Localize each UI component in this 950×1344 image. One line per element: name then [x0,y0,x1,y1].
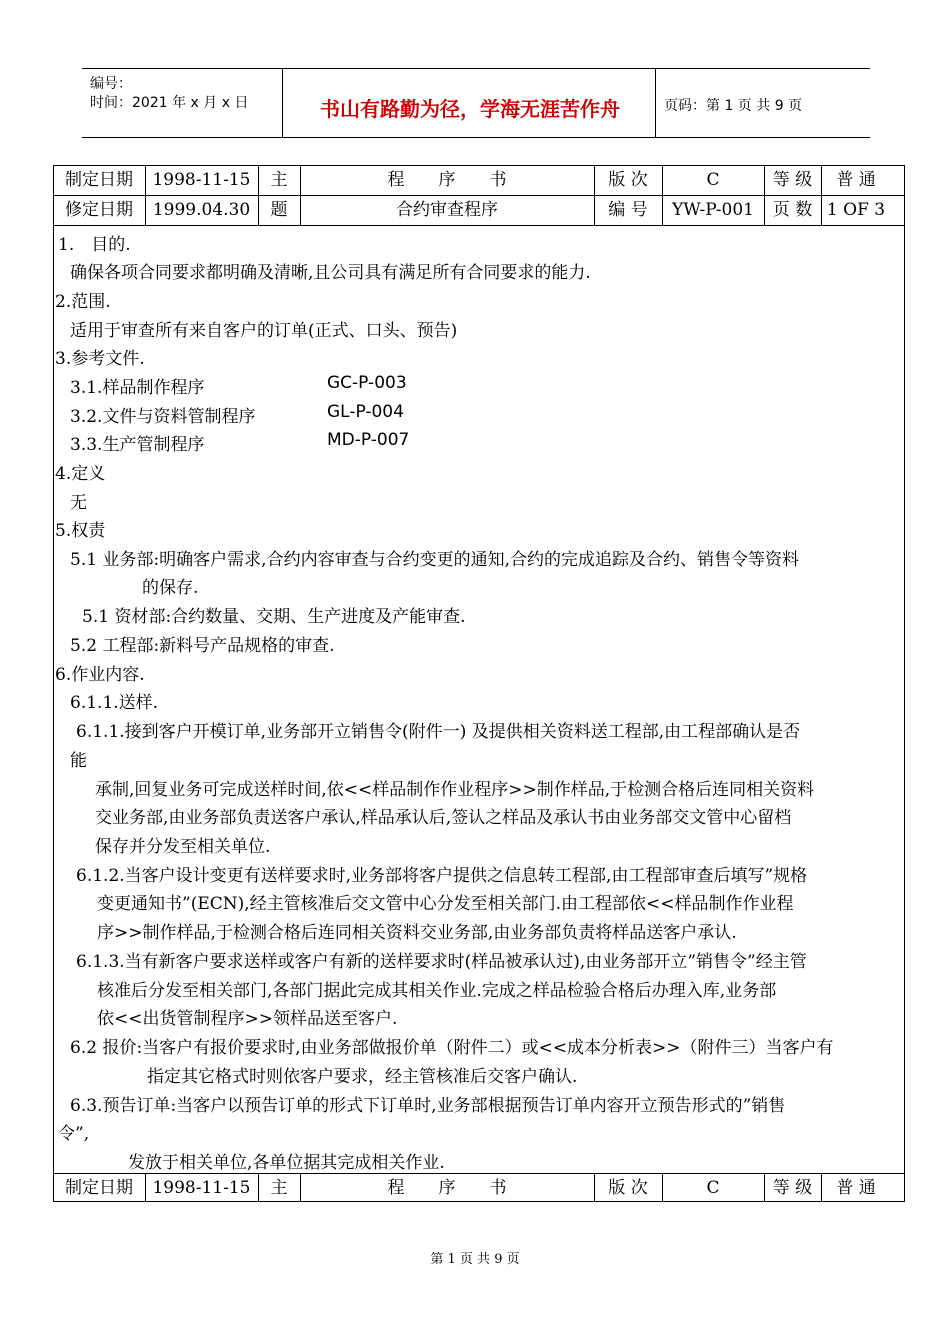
paragraph-line: 5.1 业务部:明确客户需求,合约内容审查与合约变更的通知,合约的完成追踪及合约、销售令等资料 [70,550,799,570]
table-divider [594,1173,595,1202]
paragraph-line: 5.1 资材部:合约数量、交期、生产进度及产能审查. [82,607,466,627]
cell-label: 版 次 [608,1178,648,1198]
paragraph-line: 无 [70,493,87,513]
reference-name: 3.2.文件与资料管制程序 [70,407,256,427]
table-divider [821,1173,822,1202]
table-divider [145,1173,146,1202]
cell-label: 版 次 [608,170,648,190]
reference-code: GC-P-003 [327,373,407,393]
section-heading: 2.范围. [55,292,111,312]
paragraph-line: 6.1.3.当有新客户要求送样或客户有新的送样要求时(样品被承认过),由业务部开立”销售令”经主管 [76,952,807,972]
table-divider [300,1173,301,1202]
cell-label: 主 [270,1178,288,1198]
table-divider [145,165,146,225]
paragraph-line: 适用于审查所有来自客户的订单(正式、口头、预告) [70,321,458,341]
section-heading: 6.作业内容. [55,665,145,685]
cell-label: 制定日期 [65,1178,133,1198]
cell-label: 修定日期 [65,200,133,220]
cell-value: C [706,1178,720,1198]
cell-label: 题 [270,200,288,220]
table-row [53,196,905,225]
paragraph-line: 核准后分发至相关部门,各部门据此完成其相关作业.完成之样品检验合格后办理入库,业务部 [97,981,777,1001]
reference-code: MD-P-007 [327,430,410,450]
paragraph-line: 承制,回复业务可完成送样时间,依<<样品制作作业程序>>制作样品,于检测合格后连同相关资料 [95,780,815,800]
document-number-label: 编号： [90,76,132,92]
cell-label: 等 级 [772,1178,813,1198]
paragraph-line: 变更通知书”(ECN),经主管核准后交文管中心分发至相关部门.由工程部依<<样品制作作业程 [97,894,794,914]
reference-name: 3.3.生产管制程序 [70,435,205,455]
paragraph-line: 依<<出货管制程序>>领样品送至客户. [97,1009,398,1029]
section-heading: 5.权责 [55,521,106,541]
paragraph-line: 确保各项合同要求都明确及清晰,且公司具有满足所有合同要求的能力. [70,263,591,283]
cell-value: 1998-11-15 [152,170,251,190]
cell-label: 主 [270,170,288,190]
section-heading: 3.参考文件. [55,349,145,369]
table-divider [594,165,595,225]
table-divider [662,165,663,225]
paragraph-line: 6.1.1.接到客户开模订单,业务部开立销售令(附件一) 及提供相关资料送工程部,由工程部确认是否 [76,722,801,742]
table-divider [258,165,259,225]
table-divider [821,165,822,225]
cell-title: 合约审查程序 [396,200,498,220]
table-row [53,1174,905,1203]
cell-label: 制定日期 [65,170,133,190]
reference-code: GL-P-004 [327,402,404,422]
table-divider [764,1173,765,1202]
cell-value: YW-P-001 [672,200,754,220]
cell-value: 1998-11-15 [152,1178,251,1198]
section-heading: 1. 目的. [58,235,131,255]
cell-label: 等 级 [772,170,813,190]
paragraph-line: 发放于相关单位,各单位据其完成相关作业. [128,1153,445,1173]
paragraph-line: 的保存. [142,578,199,598]
header-divider [282,69,283,137]
cell-label: 页 数 [772,200,813,220]
paragraph-line: 5.2 工程部:新料号产品规格的审查. [70,636,335,656]
paragraph-line: 序>>制作样品,于检测合格后连同相关资料交业务部,由业务部负责将样品送客户承认. [97,923,737,943]
cell-title: 程 序 书 [387,1178,507,1198]
paragraph-line: 交业务部,由业务部负责送客户承认,样品承认后,签认之样品及承认书由业务部交文管中心留档 [95,808,792,828]
subsection-heading: 6.1.1.送样. [70,693,159,713]
paragraph-line: 指定其它格式时则依客户要求，经主管核准后交客户确认. [147,1067,578,1087]
cell-title: 程 序 书 [387,170,507,190]
section-heading: 4.定义 [55,464,106,484]
document-header [82,68,870,138]
paragraph-line: 令”, [58,1124,90,1144]
table-divider [53,225,905,226]
cell-value: 1999.04.30 [152,200,251,220]
cell-value: 1 OF 3 [826,200,886,220]
paragraph-line: 6.3.预告订单:当客户以预告订单的形式下订单时,业务部根据预告订单内容开立预告形式的”销售 [70,1096,786,1116]
table-divider [662,1173,663,1202]
header-page-label: 页码：第 1 页 共 9 页 [664,98,803,114]
table-divider [764,165,765,225]
cell-label: 编 号 [608,200,648,220]
paragraph-line: 能 [70,751,87,771]
header-divider [655,69,656,137]
table-divider [258,1173,259,1202]
cell-value: 普 通 [836,1178,876,1198]
cell-value: C [706,170,720,190]
reference-name: 3.1.样品制作程序 [70,378,205,398]
cell-value: 普 通 [836,170,876,190]
page-footer: 第 1 页 共 9 页 [430,1252,520,1267]
paragraph-line: 保存并分发至相关单位. [95,837,271,857]
paragraph-line: 6.1.2.当客户设计变更有送样要求时,业务部将客户提供之信息转工程部,由工程部审查后填写”规格 [76,866,808,886]
header-motto: 书山有路勤为径，学海无涯苦作舟 [320,97,620,121]
paragraph-line: 6.2 报价:当客户有报价要求时,由业务部做报价单（附件二）或<<成本分析表>>（附件三）当客户有 [70,1038,834,1058]
document-time-label: 时间：2021 年 x 月 x 日 [90,95,249,111]
table-row [53,166,905,195]
table-divider [300,165,301,225]
